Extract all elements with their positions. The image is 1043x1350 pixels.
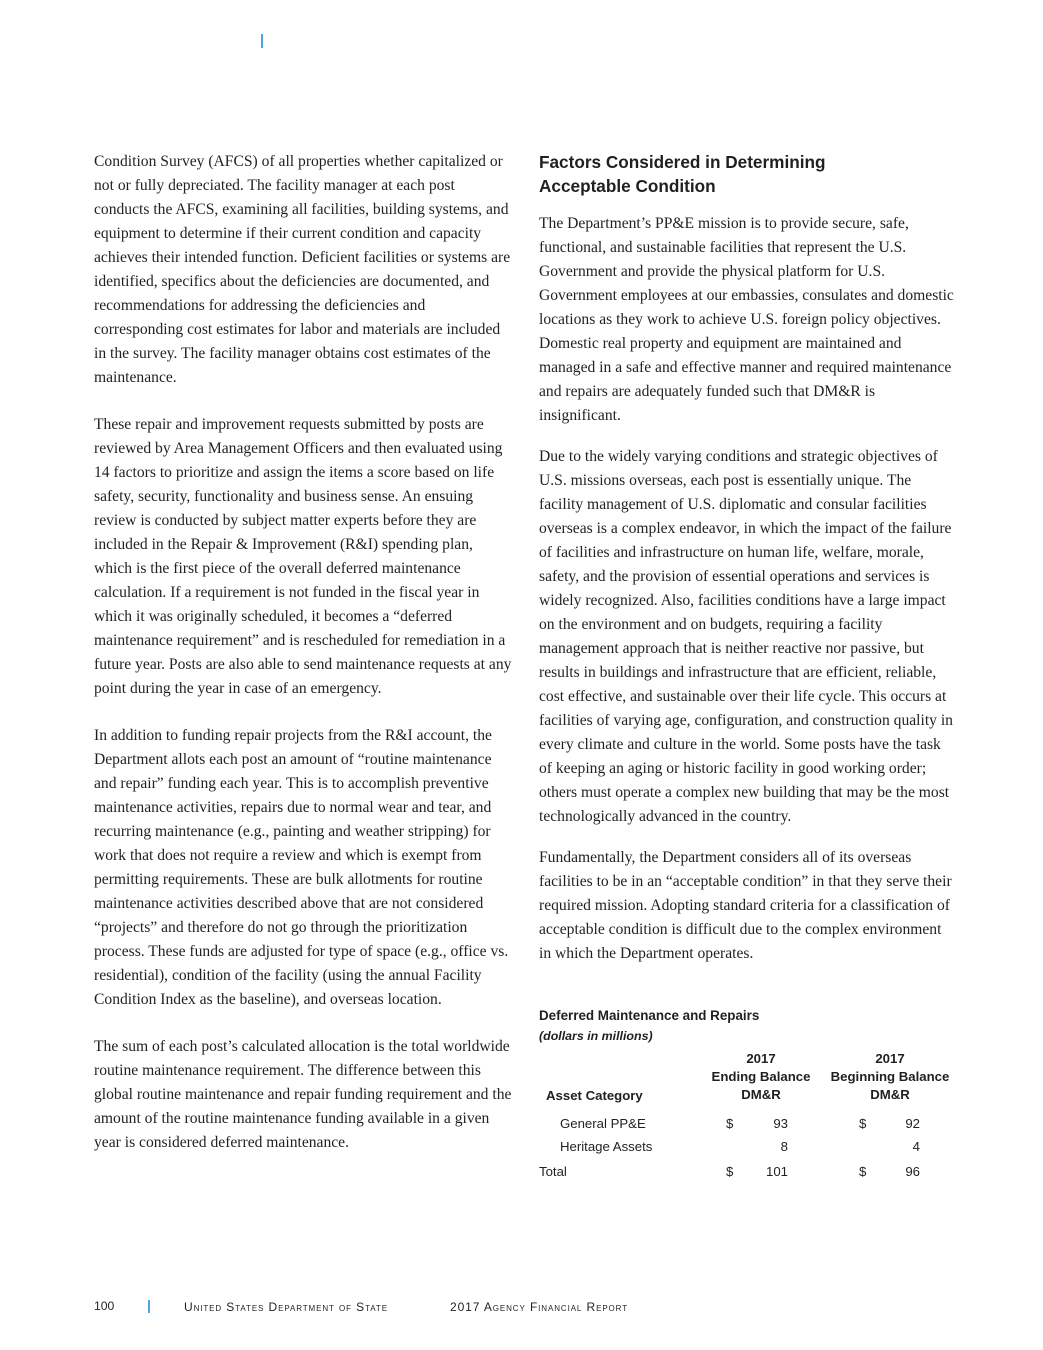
left-column [94,150,514,1155]
header-divider [261,34,263,48]
deferred-maintenance-table [539,1006,950,1183]
footer-report-title: 2017 Agency Financial Report [450,1300,628,1314]
total-label: Total [539,1164,567,1179]
asset-category-header: Asset Category [546,1088,643,1103]
table-row [539,1135,939,1158]
left-paragraph-4: The sum of each post’s calculated allocation is the total worldwide routine maintenance requirement. The difference between this global routine maintenance and repair funding requirement and the amount of the routine maintenance funding available in a given year is considered deferred maintenance. [94,1038,512,1151]
table-title: Deferred Maintenance and Repairs [539,1008,760,1023]
beginning-header-label: Beginning Balance [830,1069,950,1084]
ending-value: 8 [780,1139,788,1154]
total-beginning-value: 96 [905,1164,920,1179]
footer-divider [148,1300,150,1313]
left-paragraph-1: Condition Survey (AFCS) of all properties whether capitalized or not or fully depreciated. The facility manager at each post conducts the AFCS, examining all facilities, building systems, and equipment to determine if their current condition and capacity achieves their intended function. Deficient facilities or systems are identified, specifics about the deficiencies are documented, and recommendations for addressing the deficiencies and corresponding cost estimates for labor and materials are included in the survey. The facility manager obtains cost estimates of the maintenance. [94,153,511,386]
right-paragraph-3: Fundamentally, the Department considers all of its overseas facilities to be in an “acceptable condition” in that they serve their required mission. Adopting standard criteria for a classification of acceptable condition is difficult due to the complex environment in which the Department operates. [539,849,952,962]
section-heading: Factors Considered in Determining Acceptable Condition [539,152,826,196]
left-paragraph-3: In addition to funding repair projects from the R&I account, the Department allots each post an amount of “routine maintenance and repair” funding each year. This is to accomplish preventive maintenance activities, repairs due to normal wear and tear, and recurring maintenance (e.g., painting and weather stripping) for work that does not require a review and which is exempt from permitting requirements. These are bulk allotments for routine maintenance activities described above that are not considered “projects” and therefore do not go through the prioritization process. These funds are adjusted for type of space (e.g., office vs. residential), condition of the facility (using the annual Facility Condition Index as the baseline), and overseas location. [94,727,509,1008]
table-subtitle: (dollars in millions) [539,1029,653,1043]
left-paragraph-2: These repair and improvement requests submitted by posts are reviewed by Area Management Officers and then evaluated using 14 factors to prioritize and assign the items a score based on life safety, security, functionality and business sense. An ensuing review is conducted by subject matter experts before they are included in the Repair & Improvement (R&I) spending plan, which is the first piece of the overall deferred maintenance calculation. If a requirement is not funded in the fiscal year in which it was originally scheduled, it becomes a “deferred maintenance requirement” and is rescheduled for remediation in a future year. Posts are also able to send maintenance requests at any point during the year in case of an emergency. [94,416,512,697]
table-header [539,1050,950,1106]
row-label: Heritage Assets [560,1139,653,1154]
dollar-sign: $ [859,1164,867,1179]
beginning-balance-header [827,1050,953,1104]
ending-header-year: 2017 [746,1051,776,1066]
right-paragraph-1: The Department’s PP&E mission is to provide secure, safe, functional, and sustainable facilities that represent the U.S. Government and provide the physical platform for U.S. Government employees at our embassies, consulates and domestic locations as they work to achieve U.S. foreign policy objectives. Domestic real property and equipment are maintained and managed in a safe and effective manner and required maintenance and repairs are adequately funded such that DM&R is insignificant. [539,215,954,424]
ending-value: 93 [773,1116,788,1131]
footer-organization: United States Department of State [184,1300,388,1314]
beginning-header-year: 2017 [875,1051,905,1066]
total-ending-value: 101 [765,1164,788,1179]
row-label: General PP&E [560,1116,646,1131]
page-number: 100 [94,1299,115,1313]
beginning-value: 4 [912,1139,920,1154]
beginning-header-dmr: DM&R [870,1087,910,1102]
right-column [539,150,957,966]
beginning-value: 92 [905,1116,920,1131]
dollar-sign: $ [726,1116,734,1131]
table-row [539,1112,939,1135]
total-row [539,1160,939,1183]
ending-balance-header [703,1050,819,1104]
ending-header-dmr: DM&R [741,1087,781,1102]
right-paragraph-2: Due to the widely varying conditions and strategic objectives of U.S. missions overseas, each post is essentially unique. The facility management of U.S. diplomatic and consular facilities overseas is a complex endeavor, in which the impact of the failure of facilities and infrastructure on human life, welfare, morale, safety, and the provision of essential operations and services is widely recognized. Also, facilities conditions have a large impact on the environment and on budgets, requiring a facility management approach that is neither reactive nor passive, but results in buildings and infrastructure that are efficient, reliable, cost effective, and sustainable over their life cycle. This occurs at facilities of varying age, configuration, and construction quality in every climate and culture in the world. Some posts have the task of keeping an aging or historic facility in good working order; others must operate a complex new building that may be the most technologically advanced in the country. [539,448,953,825]
dollar-sign: $ [859,1116,867,1131]
dollar-sign: $ [726,1164,734,1179]
ending-header-label: Ending Balance [711,1069,811,1084]
